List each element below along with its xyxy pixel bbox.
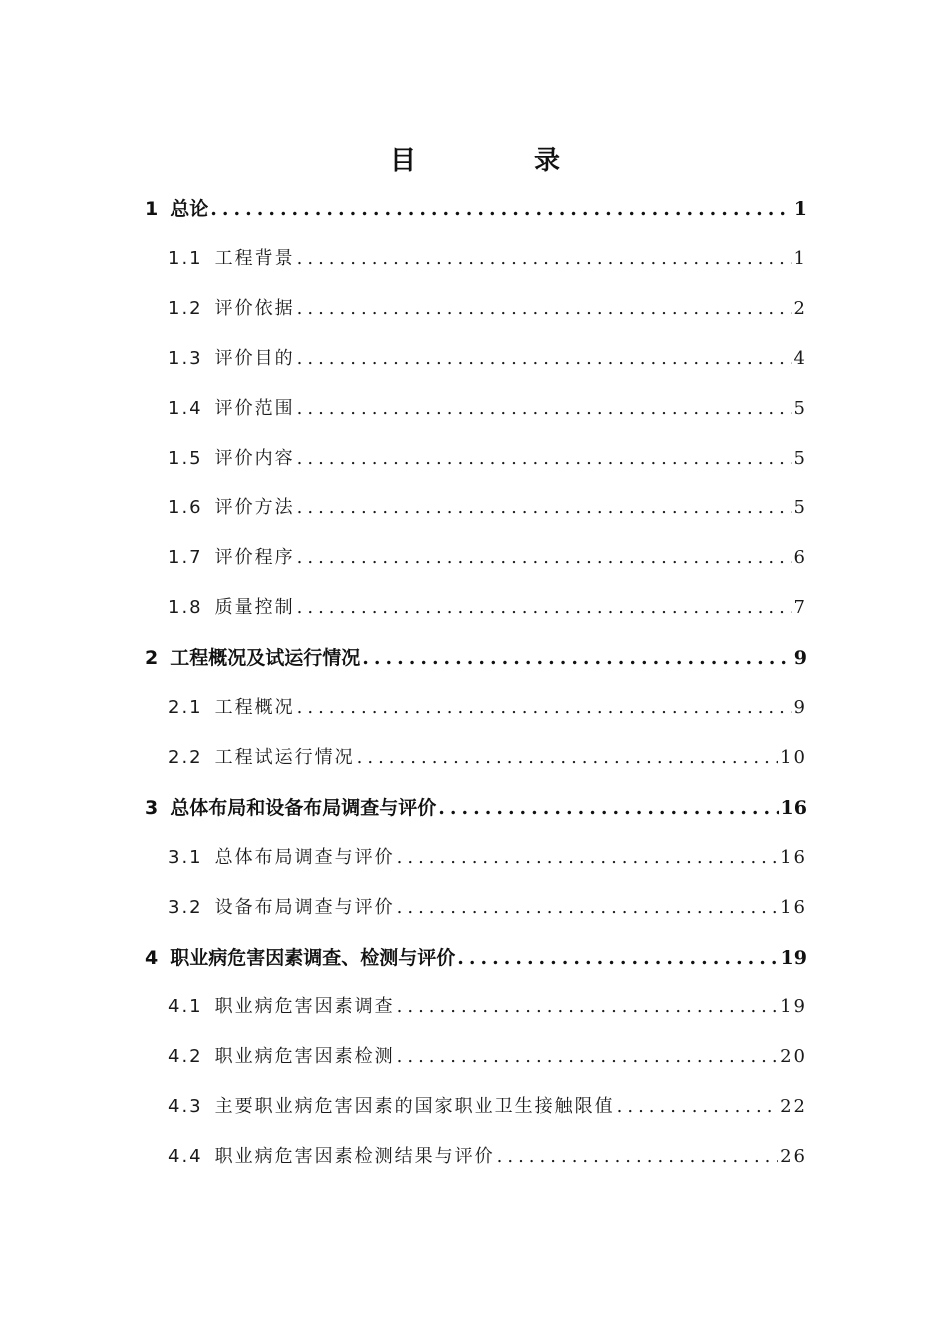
toc-page-number: 4 [793, 347, 807, 369]
toc-dot-leader [497, 1146, 778, 1167]
toc-page-number: 5 [793, 397, 807, 419]
toc-title: 目 录 [389, 146, 606, 176]
toc-page-number: 19 [780, 996, 807, 1018]
toc-section-entry[interactable] [168, 893, 807, 923]
toc-section-entry[interactable] [168, 394, 807, 424]
toc-entry-title: 评价依据 [214, 297, 295, 319]
toc-entry-number: 2 [145, 647, 159, 670]
toc-section-entry[interactable] [168, 1042, 807, 1072]
toc-page-number: 2 [793, 297, 807, 319]
toc-entry-title: 评价程序 [214, 547, 295, 569]
toc-entry-number: 4.2 [168, 1046, 203, 1068]
toc-section-entry[interactable] [168, 1092, 807, 1122]
toc-entry-number: 1.4 [168, 397, 203, 419]
toc-entry-number: 1.2 [168, 297, 203, 319]
toc-dot-leader [210, 198, 792, 220]
toc-entry-title: 工程概况及试运行情况 [170, 647, 361, 670]
toc-dot-leader [397, 1046, 778, 1067]
toc-entry-number: 1.1 [168, 247, 203, 269]
toc-entry-number: 1.5 [168, 447, 203, 469]
toc-section-entry[interactable] [168, 593, 807, 623]
toc-entry-title: 工程背景 [214, 247, 295, 269]
toc-entry-number: 1 [145, 198, 159, 220]
toc-page-number: 16 [780, 896, 807, 918]
toc-entry-title: 工程试运行情况 [214, 746, 355, 768]
toc-dot-leader [297, 547, 792, 568]
toc-entry-number: 4.1 [168, 996, 203, 1018]
toc-dot-leader [357, 747, 778, 768]
toc-page-number: 6 [793, 547, 807, 569]
toc-entry-number: 1.6 [168, 497, 203, 519]
toc-page-number: 10 [780, 746, 807, 768]
toc-dot-leader [297, 497, 792, 518]
toc-page-number: 9 [793, 697, 807, 718]
toc-page-number: 9 [793, 647, 807, 670]
toc-page-number: 5 [793, 497, 807, 519]
toc-dot-leader [397, 847, 778, 868]
toc-chapter-entry[interactable] [145, 943, 807, 973]
toc-section-entry[interactable] [168, 1142, 807, 1172]
toc-entry-title: 总体布局调查与评价 [214, 846, 395, 868]
toc-dot-leader [438, 797, 778, 819]
toc-entry-number: 2.2 [168, 746, 203, 768]
toc-chapter-entry[interactable] [145, 194, 807, 224]
toc-page-number: 16 [780, 796, 807, 819]
toc-dot-leader [297, 597, 792, 618]
toc-entry-title: 评价范围 [214, 397, 295, 419]
toc-section-entry[interactable] [168, 743, 807, 773]
toc-entry-number: 4.4 [168, 1146, 203, 1168]
toc-entry-number: 3.1 [168, 846, 203, 868]
toc-page-number: 20 [780, 1046, 807, 1068]
toc-entry-number: 4.3 [168, 1096, 203, 1118]
toc-entry-title: 职业病危害因素检测结果与评价 [214, 1146, 495, 1168]
toc-entry-title: 总论 [170, 198, 209, 220]
toc-entry-title: 职业病危害因素调查、检测与评价 [170, 946, 456, 969]
toc-dot-leader [297, 398, 792, 419]
toc-dot-leader [397, 996, 778, 1017]
toc-section-entry[interactable] [168, 543, 807, 573]
toc-section-entry[interactable] [168, 444, 807, 474]
toc-entry-title: 质量控制 [214, 597, 295, 619]
toc-chapter-entry[interactable] [145, 793, 807, 823]
toc-page-number: 26 [780, 1146, 807, 1168]
toc-section-entry[interactable] [168, 992, 807, 1022]
toc-page-number: 5 [793, 447, 807, 469]
toc-section-entry[interactable] [168, 693, 807, 723]
toc-entry-title: 评价内容 [214, 447, 295, 469]
toc-section-entry[interactable] [168, 493, 807, 523]
toc-section-entry[interactable] [168, 244, 807, 274]
toc-entry-title: 主要职业病危害因素的国家职业卫生接触限值 [214, 1096, 615, 1118]
toc-dot-leader [297, 697, 792, 718]
toc-entry-number: 1.7 [168, 547, 203, 569]
toc-entry-number: 3.2 [168, 896, 203, 918]
toc-page-number: 1 [793, 247, 807, 269]
toc-entry-number: 1.3 [168, 347, 203, 369]
toc-page-number: 7 [793, 597, 807, 619]
toc-dot-leader [297, 298, 792, 319]
toc-dot-leader [297, 448, 792, 469]
toc-entry-title: 评价目的 [214, 347, 295, 369]
toc-entry-title: 职业病危害因素检测 [214, 1046, 395, 1068]
toc-entry-number: 1.8 [168, 597, 203, 619]
toc-dot-leader [397, 897, 778, 918]
toc-dot-leader [362, 647, 792, 669]
toc-dot-leader [297, 348, 792, 369]
toc-entry-title: 评价方法 [214, 497, 295, 519]
toc-entry-number: 4 [145, 946, 159, 969]
toc-section-entry[interactable] [168, 294, 807, 324]
toc-section-entry[interactable] [168, 843, 807, 873]
toc-dot-leader [297, 248, 792, 269]
toc-entry-number: 2.1 [168, 697, 203, 718]
toc-page-number: 19 [780, 946, 807, 969]
toc-page-number: 1 [793, 198, 807, 220]
toc-section-entry[interactable] [168, 344, 807, 374]
toc-page-number: 16 [780, 846, 807, 868]
toc-chapter-entry[interactable] [145, 643, 807, 673]
toc-entry-title: 设备布局调查与评价 [214, 896, 395, 918]
toc-entry-title: 总体布局和设备布局调查与评价 [170, 796, 437, 819]
toc-entry-title: 职业病危害因素调查 [214, 996, 395, 1018]
toc-entry-number: 3 [145, 796, 159, 819]
toc-dot-leader [457, 947, 778, 969]
toc-entry-title: 工程概况 [214, 697, 295, 718]
toc-page-number: 22 [780, 1096, 807, 1118]
toc-dot-leader [617, 1096, 778, 1117]
